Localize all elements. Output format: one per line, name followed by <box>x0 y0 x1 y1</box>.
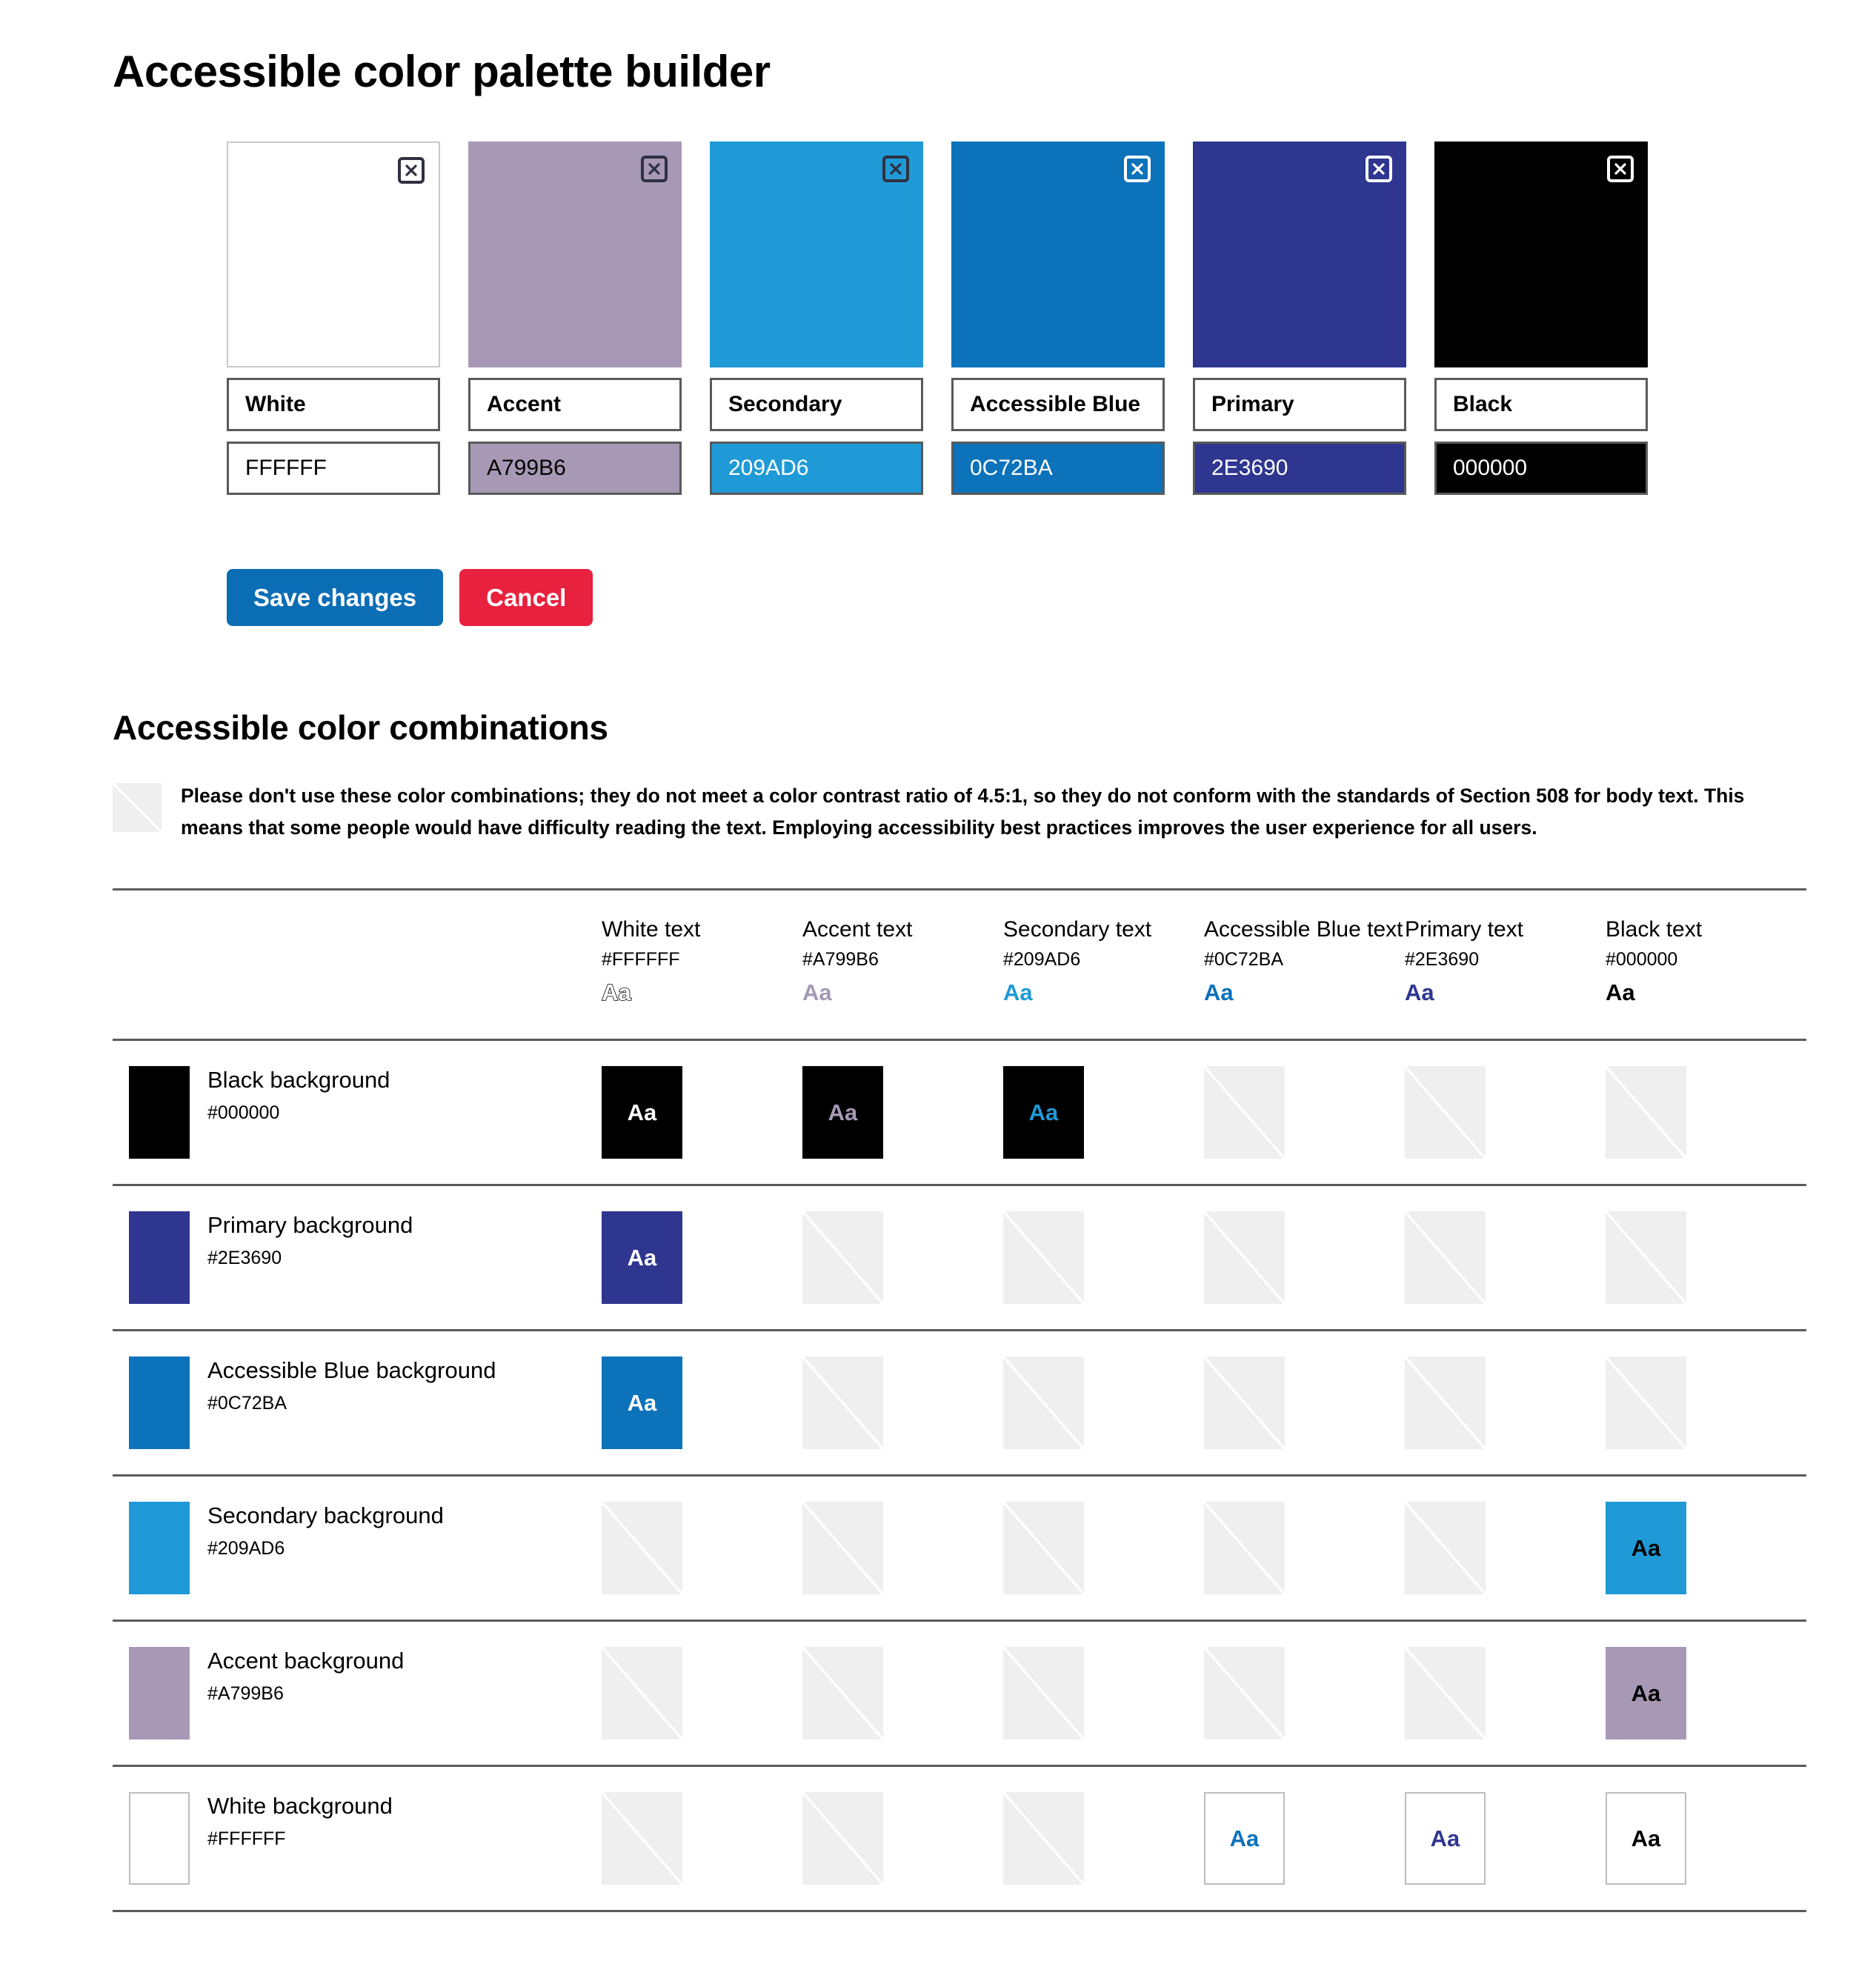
swatch-name-input[interactable]: Primary <box>1193 378 1406 431</box>
swatch-name-input[interactable]: Accessible Blue <box>951 378 1165 431</box>
column-header-name: Accessible Blue text <box>1204 916 1403 942</box>
row-header-cell <box>113 1330 602 1475</box>
combination-cell <box>802 1330 1003 1475</box>
disabled-combination-chip <box>1606 1357 1686 1449</box>
row-header-cell <box>113 1039 602 1185</box>
column-header-name: White text <box>602 916 701 942</box>
swatch-name-input[interactable]: Black <box>1434 378 1648 431</box>
disabled-combination-chip <box>1405 1647 1486 1740</box>
combination-sample-chip: Aa <box>1606 1792 1686 1885</box>
contrast-notice <box>0 748 1794 844</box>
column-header-hex: #FFFFFF <box>602 949 680 971</box>
combination-cell <box>1003 1765 1204 1911</box>
remove-swatch-close-icon[interactable] <box>1366 156 1392 182</box>
combination-cell <box>602 1185 802 1330</box>
disabled-combination-chip <box>1606 1211 1686 1304</box>
row-title: Accent background <box>207 1647 405 1674</box>
column-header-sample-text: Aa <box>1204 979 1234 1005</box>
palette-swatch <box>1434 142 1648 495</box>
combination-cell <box>1204 1330 1405 1475</box>
remove-swatch-close-icon[interactable] <box>882 156 909 182</box>
disabled-combination-chip <box>602 1502 682 1594</box>
page-title: Accessible color palette builder <box>113 47 771 96</box>
combination-sample-chip: Aa <box>602 1211 682 1304</box>
column-header-sample-text: Aa <box>1606 979 1635 1005</box>
disabled-combination-chip <box>802 1211 883 1304</box>
combination-cell <box>802 1039 1003 1185</box>
row-title: Primary background <box>207 1211 413 1238</box>
swatch-color-preview[interactable] <box>1193 142 1406 367</box>
palette-swatch <box>468 142 682 495</box>
combination-cell <box>802 1475 1003 1620</box>
disabled-combination-chip <box>802 1502 883 1594</box>
row-hex: #2E3690 <box>207 1247 282 1268</box>
combination-cell <box>1204 1475 1405 1620</box>
row-title: Black background <box>207 1066 390 1093</box>
swatch-name-input[interactable]: White <box>227 378 440 431</box>
combination-cell <box>1405 1620 1606 1765</box>
column-header-sample-text: Aa <box>602 979 631 1005</box>
disabled-combination-chip <box>1204 1502 1285 1594</box>
combination-cell <box>802 1185 1003 1330</box>
combination-cell <box>1405 1475 1606 1620</box>
row-background-swatch <box>129 1647 190 1740</box>
disabled-combination-chip <box>802 1792 883 1885</box>
combination-cell <box>1204 1620 1405 1765</box>
swatch-color-preview[interactable] <box>951 142 1165 367</box>
disabled-combination-chip <box>1405 1357 1486 1449</box>
disabled-combination-chip <box>1003 1211 1084 1304</box>
disabled-combination-chip <box>1204 1066 1285 1159</box>
disabled-combination-chip <box>1204 1647 1285 1740</box>
row-background-swatch <box>129 1066 190 1159</box>
combination-cell <box>1606 1185 1806 1330</box>
combination-cell <box>1405 1039 1606 1185</box>
table-body <box>113 1039 1806 1911</box>
table-column-header <box>802 889 1003 1039</box>
remove-swatch-close-icon[interactable] <box>641 156 668 182</box>
column-header-hex: #209AD6 <box>1003 949 1081 971</box>
combination-sample-chip: Aa <box>602 1066 682 1159</box>
row-hex: #209AD6 <box>207 1537 285 1559</box>
disabled-combination-chip <box>802 1647 883 1740</box>
combination-cell <box>1204 1765 1405 1911</box>
swatch-hex-input[interactable]: FFFFFF <box>227 442 440 495</box>
combination-cell <box>1204 1185 1405 1330</box>
row-title: White background <box>207 1792 393 1819</box>
save-changes-button[interactable]: Save changes <box>227 569 443 626</box>
swatch-color-preview[interactable] <box>710 142 923 367</box>
combination-cell <box>602 1620 802 1765</box>
disabled-combination-chip <box>1606 1066 1686 1159</box>
table-row <box>113 1039 1806 1185</box>
combination-cell <box>1003 1475 1204 1620</box>
remove-swatch-close-icon[interactable] <box>1607 156 1634 182</box>
combination-cell <box>1003 1620 1204 1765</box>
row-background-swatch <box>129 1357 190 1449</box>
combination-cell <box>602 1765 802 1911</box>
disabled-combination-chip <box>1003 1357 1084 1449</box>
combination-cell <box>1405 1765 1606 1911</box>
color-combination-table <box>113 888 1806 1912</box>
row-hex: #A799B6 <box>207 1682 284 1704</box>
disabled-combination-chip <box>1204 1211 1285 1304</box>
row-header-cell <box>113 1475 602 1620</box>
disabled-combination-chip <box>1405 1211 1486 1304</box>
swatch-hex-input[interactable]: 209AD6 <box>710 442 923 495</box>
swatch-hex-input[interactable]: 000000 <box>1434 442 1648 495</box>
disabled-combination-chip <box>1405 1502 1486 1594</box>
table-corner-cell <box>113 889 602 1039</box>
palette-swatch <box>1193 142 1406 495</box>
row-hex: #FFFFFF <box>207 1828 286 1849</box>
palette-swatch <box>951 142 1165 495</box>
column-header-name: Accent text <box>802 916 913 942</box>
combination-cell <box>802 1765 1003 1911</box>
combination-cell <box>1003 1185 1204 1330</box>
remove-swatch-close-icon[interactable] <box>1124 156 1151 182</box>
column-header-hex: #0C72BA <box>1204 949 1284 971</box>
row-background-swatch <box>129 1792 190 1885</box>
row-hex: #0C72BA <box>207 1392 287 1414</box>
combination-sample-chip: Aa <box>1606 1502 1686 1594</box>
palette-swatch <box>227 142 440 495</box>
combination-cell <box>602 1330 802 1475</box>
combination-cell <box>1606 1620 1806 1765</box>
disabled-combination-chip <box>602 1792 682 1885</box>
combination-cell <box>1003 1330 1204 1475</box>
palette-swatch-list <box>0 97 1876 495</box>
disabled-combination-chip <box>1204 1357 1285 1449</box>
remove-swatch-close-icon[interactable] <box>398 157 425 184</box>
table-row <box>113 1330 1806 1475</box>
form-actions <box>0 495 1876 626</box>
swatch-color-preview[interactable] <box>1434 142 1648 367</box>
table-column-header <box>1606 889 1806 1039</box>
swatch-color-preview[interactable] <box>227 142 440 367</box>
combination-sample-chip: Aa <box>1204 1792 1285 1885</box>
cancel-button[interactable]: Cancel <box>459 569 593 626</box>
combination-sample-chip: Aa <box>602 1357 682 1449</box>
combination-cell <box>1405 1185 1606 1330</box>
swatch-hex-input[interactable]: 0C72BA <box>951 442 1165 495</box>
combination-cell <box>1405 1330 1606 1475</box>
swatch-color-preview[interactable] <box>468 142 682 367</box>
combination-sample-chip: Aa <box>1405 1792 1486 1885</box>
swatch-name-input[interactable]: Accent <box>468 378 682 431</box>
table-row <box>113 1475 1806 1620</box>
combination-sample-chip: Aa <box>1003 1066 1084 1159</box>
combination-cell <box>802 1620 1003 1765</box>
column-header-hex: #A799B6 <box>802 949 879 971</box>
table-column-header <box>602 889 802 1039</box>
disabled-combination-chip <box>802 1357 883 1449</box>
row-hex: #000000 <box>207 1102 280 1123</box>
disabled-combination-chip <box>1003 1502 1084 1594</box>
column-header-sample-text: Aa <box>802 979 832 1005</box>
swatch-hex-input[interactable]: A799B6 <box>468 442 682 495</box>
column-header-hex: #000000 <box>1606 949 1678 971</box>
combination-sample-chip: Aa <box>1606 1647 1686 1740</box>
disabled-combination-chip <box>1003 1647 1084 1740</box>
swatch-hex-input[interactable]: 2E3690 <box>1193 442 1406 495</box>
table-column-header <box>1204 889 1405 1039</box>
table-row <box>113 1620 1806 1765</box>
column-header-sample-text: Aa <box>1405 979 1434 1005</box>
column-header-name: Black text <box>1606 916 1703 942</box>
combination-cell <box>1003 1039 1204 1185</box>
combination-cell <box>1606 1475 1806 1620</box>
swatch-name-input[interactable]: Secondary <box>710 378 923 431</box>
combination-cell <box>1606 1039 1806 1185</box>
disabled-combination-chip <box>602 1647 682 1740</box>
combination-cell <box>1606 1765 1806 1911</box>
contrast-notice-text: Please don't use these color combinations; they do not meet a color contrast ratio of 4.5:1, so they do not conform with the standards of Section 508 for body text. This means that some people would have difficulty reading the text. Employing accessibility best practices improves the user experience for all users. <box>181 785 1745 839</box>
combination-sample-chip: Aa <box>802 1066 883 1159</box>
combination-cell <box>602 1039 802 1185</box>
combination-cell <box>1204 1039 1405 1185</box>
disabled-combination-chip <box>1405 1066 1486 1159</box>
table-row <box>113 1185 1806 1330</box>
row-background-swatch <box>129 1502 190 1594</box>
table-column-header <box>1405 889 1606 1039</box>
table-column-header <box>1003 889 1204 1039</box>
row-header-cell <box>113 1185 602 1330</box>
disabled-sample-icon <box>113 783 162 832</box>
column-header-sample-text: Aa <box>1003 979 1033 1005</box>
palette-swatch <box>710 142 923 495</box>
row-title: Accessible Blue background <box>207 1357 496 1383</box>
column-header-name: Primary text <box>1405 916 1524 942</box>
row-header-cell <box>113 1765 602 1911</box>
table-header-row <box>113 889 1806 1039</box>
row-header-cell <box>113 1620 602 1765</box>
table-row <box>113 1765 1806 1911</box>
column-header-name: Secondary text <box>1003 916 1152 942</box>
row-background-swatch <box>129 1211 190 1304</box>
row-title: Secondary background <box>207 1502 444 1528</box>
table-head <box>113 889 1806 1039</box>
column-header-hex: #2E3690 <box>1405 949 1480 971</box>
combination-cell <box>602 1475 802 1620</box>
disabled-combination-chip <box>1003 1792 1084 1885</box>
combination-cell <box>1606 1330 1806 1475</box>
section-title: Accessible color combinations <box>113 708 608 747</box>
